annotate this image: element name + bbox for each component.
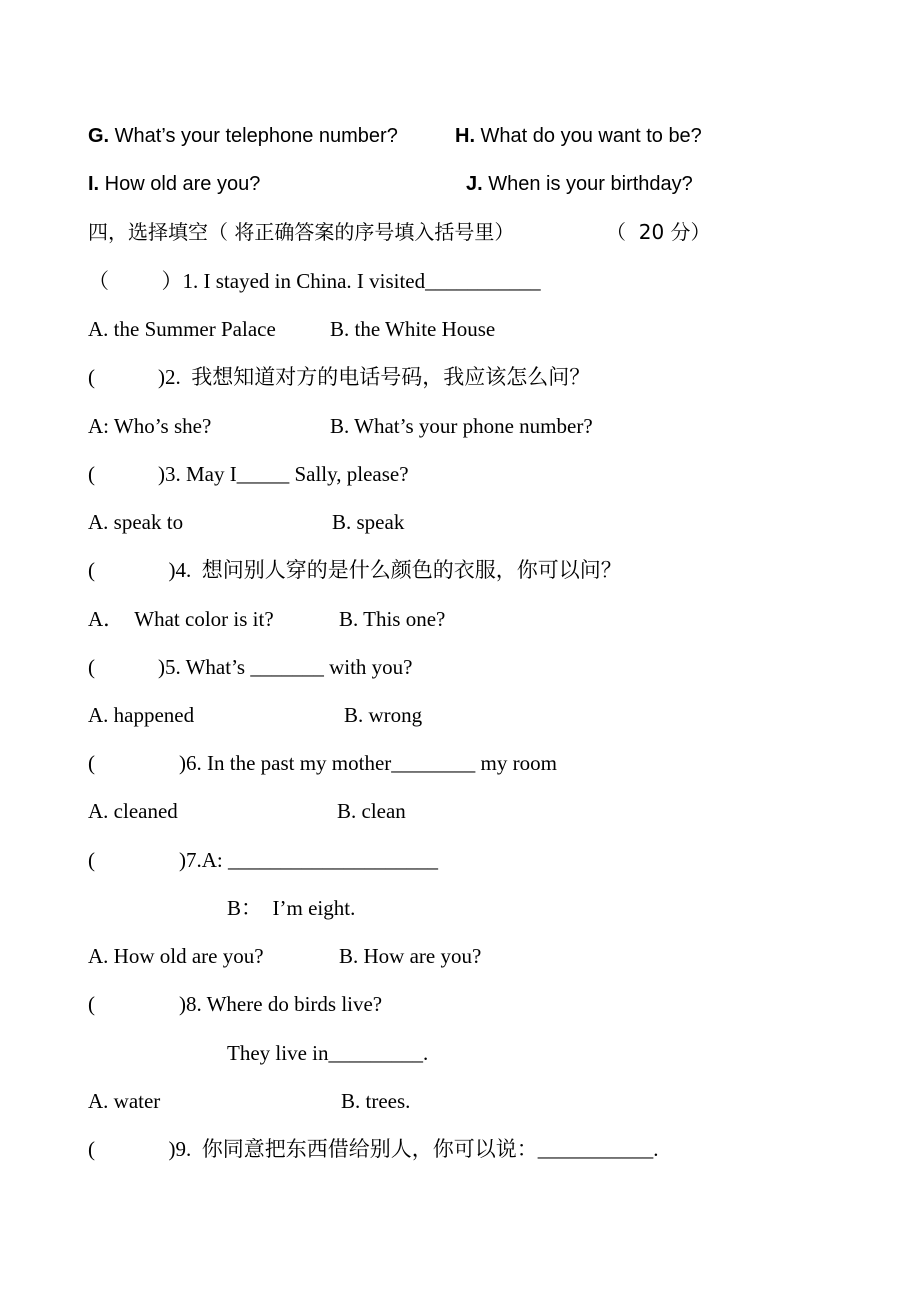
question-7-stem: ( )7.A: ____________________ (88, 848, 438, 872)
question-7-option-b: B. How are you? (339, 944, 482, 968)
question-5-option-a: A. happened (88, 703, 195, 727)
option-j (466, 170, 693, 198)
option-h-letter: H. (455, 125, 475, 147)
question-4-option-b: B. This one? (339, 607, 446, 631)
question-4-option-a: A． What color is it? (88, 607, 274, 631)
option-g (88, 122, 398, 150)
option-i-letter: I. (88, 173, 100, 195)
question-8-reply: They live in_________. (227, 1041, 429, 1065)
question-6-option-a: A. cleaned (88, 799, 178, 823)
option-i-text: How old are you? (99, 173, 261, 195)
question-5-stem: ( )5. What’s _______ with you? (88, 655, 413, 679)
option-i (88, 170, 260, 198)
question-7-option-a: A. How old are you? (88, 944, 264, 968)
question-6-stem: ( )6. In the past my mother________ my room (88, 751, 557, 775)
question-3-stem: ( )3. May I_____ Sally, please? (88, 462, 409, 486)
question-8-stem: ( )8. Where do birds live? (88, 992, 383, 1016)
question-1-option-a: A. the Summer Palace (88, 317, 276, 341)
option-j-text: When is your birthday? (482, 173, 693, 195)
question-8-option-b: B. trees. (341, 1089, 411, 1113)
question-2-stem: ( )2. 我想知道对方的电话号码，我应该怎么问？ (88, 365, 591, 389)
question-3-option-b: B. speak (332, 510, 405, 534)
question-5-option-b: B. wrong (344, 703, 423, 727)
option-j-letter: J. (466, 173, 483, 195)
question-6-option-b: B. clean (337, 799, 406, 823)
question-1-option-b: B. the White House (330, 317, 496, 341)
question-2-option-b: B. What’s your phone number? (330, 414, 593, 438)
option-g-letter: G. (88, 125, 110, 147)
question-1-stem: （ ）1. I stayed in China. I visited___________ (88, 269, 541, 293)
section-score: （ 20 分） (606, 220, 711, 244)
question-7-reply: B： I’m eight. (227, 896, 356, 920)
question-2-option-a: A: Who’s she? (88, 414, 212, 438)
option-g-text: What’s your telephone number? (109, 125, 398, 147)
question-8-option-a: A. water (88, 1089, 161, 1113)
section-title: 四，选择填空（ 将正确答案的序号填入括号里） (88, 220, 515, 244)
option-h-text: What do you want to be? (475, 125, 702, 147)
question-3-option-a: A. speak to (88, 510, 184, 534)
question-9-stem: ( )9. 你同意把东西借给别人，你可以说：___________. (88, 1137, 659, 1161)
question-4-stem: ( )4. 想问别人穿的是什么颜色的衣服，你可以问？ (88, 558, 622, 582)
option-h (455, 122, 702, 150)
